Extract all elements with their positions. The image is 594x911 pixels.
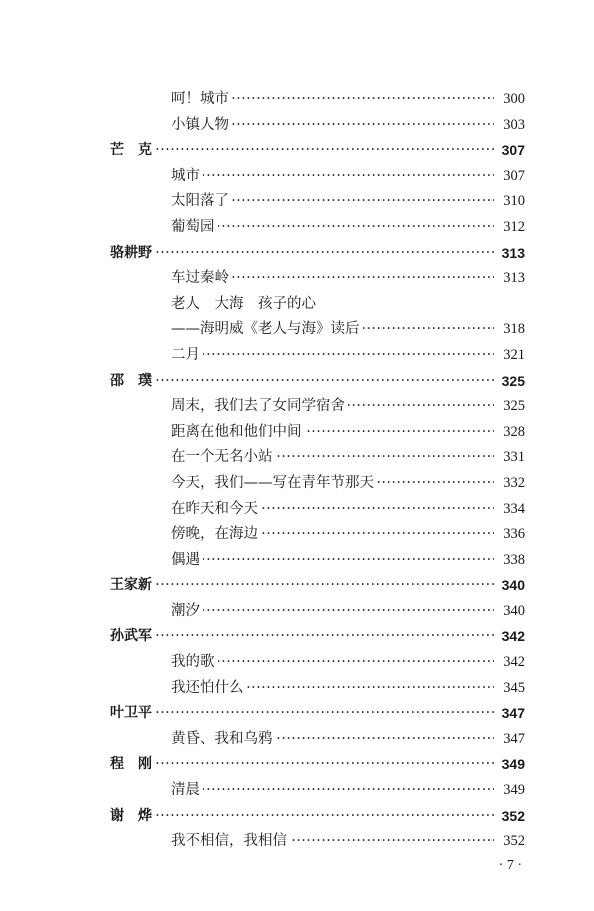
page-ref: 321 (494, 343, 525, 369)
work-title: 我还怕什么 (171, 676, 247, 702)
toc-work-entry[interactable] (0, 522, 594, 548)
toc-work-entry[interactable] (0, 292, 594, 318)
dot-leader (110, 573, 518, 599)
work-title: 在一个无名小站 (171, 445, 276, 471)
dot-leader (110, 624, 518, 650)
toc-work-entry[interactable] (0, 445, 594, 471)
page-ref: 332 (494, 471, 525, 497)
work-title: 周末，我们去了女同学宿舍 (171, 394, 348, 420)
page-ref: 345 (494, 676, 525, 702)
page-ref: 307 (494, 164, 525, 190)
work-title: 车过秦岭 (171, 266, 232, 292)
work-title: 在昨天和今天 (171, 497, 261, 523)
dot-leader (171, 215, 518, 241)
toc-work-entry[interactable] (0, 778, 594, 804)
page-ref: 342 (494, 650, 525, 676)
author-name: 叶卫平 (110, 701, 155, 727)
page-ref: 313 (494, 266, 525, 292)
page-ref: 331 (494, 445, 525, 471)
dot-leader (110, 138, 518, 164)
dot-leader (171, 650, 518, 676)
toc-author-entry[interactable] (0, 701, 594, 727)
page-ref: 325 (494, 369, 525, 395)
page-ref: 352 (494, 829, 525, 855)
toc-work-entry[interactable] (0, 829, 594, 855)
work-title: 清晨 (171, 778, 203, 804)
author-name: 邵 璞 (110, 369, 155, 395)
page-ref: 307 (494, 138, 525, 164)
page-ref: 312 (494, 215, 525, 241)
dot-leader (110, 752, 518, 778)
author-name: 孙武军 (110, 624, 155, 650)
work-title: ——海明威《老人与海》读后 (171, 317, 363, 343)
dot-leader (110, 241, 518, 267)
work-title: 我不相信，我相信 (171, 829, 290, 855)
page-ref: 349 (494, 778, 525, 804)
page-ref: 342 (494, 624, 525, 650)
page-ref: 310 (494, 189, 525, 215)
toc-author-entry[interactable] (0, 804, 594, 830)
toc-author-entry[interactable] (0, 138, 594, 164)
page-ref: 340 (494, 573, 525, 599)
dot-leader (110, 701, 518, 727)
dot-leader (171, 778, 518, 804)
author-name: 程 刚 (110, 752, 155, 778)
work-title: 呵！城市 (171, 87, 232, 113)
dot-leader (171, 343, 518, 369)
toc-author-entry[interactable] (0, 369, 594, 395)
work-title: 城市 (171, 164, 203, 190)
toc-work-entry[interactable] (0, 394, 594, 420)
work-title: 我的歌 (171, 650, 218, 676)
author-name: 谢 烨 (110, 804, 155, 830)
toc-work-entry[interactable] (0, 497, 594, 523)
toc-work-entry[interactable] (0, 215, 594, 241)
page-ref: 338 (494, 548, 525, 574)
page-ref: 347 (494, 701, 525, 727)
toc-work-entry[interactable] (0, 727, 594, 753)
toc-work-entry[interactable] (0, 676, 594, 702)
toc-work-entry[interactable] (0, 317, 594, 343)
page-ref: 303 (494, 113, 525, 139)
toc-author-entry[interactable] (0, 624, 594, 650)
dot-leader (110, 369, 518, 395)
toc-work-entry[interactable] (0, 113, 594, 139)
toc-work-entry[interactable] (0, 650, 594, 676)
page-ref: 336 (494, 522, 525, 548)
toc-author-entry[interactable] (0, 752, 594, 778)
dot-leader (110, 804, 518, 830)
page-ref: 334 (494, 497, 525, 523)
work-title: 黄昏、我和乌鸦 (171, 727, 276, 753)
page-ref: 352 (494, 804, 525, 830)
work-title: 偶遇 (171, 548, 203, 574)
work-title: 老人 大海 孩子的心 (171, 292, 319, 318)
toc-work-entry[interactable] (0, 420, 594, 446)
toc-work-entry[interactable] (0, 189, 594, 215)
toc-author-entry[interactable] (0, 241, 594, 267)
work-title: 二月 (171, 343, 203, 369)
author-name: 骆耕野 (110, 241, 155, 267)
table-of-contents (0, 87, 594, 855)
page-ref: 328 (494, 420, 525, 446)
toc-work-entry[interactable] (0, 548, 594, 574)
author-name: 芒 克 (110, 138, 155, 164)
work-title: 太阳落了 (171, 189, 232, 215)
page-ref: 325 (494, 394, 525, 420)
dot-leader (171, 599, 518, 625)
dot-leader (171, 548, 518, 574)
work-title: 潮汐 (171, 599, 203, 625)
toc-work-entry[interactable] (0, 266, 594, 292)
work-title: 小镇人物 (171, 113, 232, 139)
work-title: 距离在他和他们中间 (171, 420, 305, 446)
toc-work-entry[interactable] (0, 343, 594, 369)
page-ref: 349 (494, 752, 525, 778)
page-ref: 313 (494, 241, 525, 267)
page-number: · 7 · (498, 858, 522, 873)
work-title: 傍晚，在海边 (171, 522, 261, 548)
work-title: 今天，我们——写在青年节那天 (171, 471, 377, 497)
work-title: 葡萄园 (171, 215, 218, 241)
dot-leader (171, 164, 518, 190)
page-ref: 318 (494, 317, 525, 343)
page-ref: 347 (494, 727, 525, 753)
toc-work-entry[interactable] (0, 599, 594, 625)
page-ref: 340 (494, 599, 525, 625)
toc-work-entry[interactable] (0, 87, 594, 113)
page-ref: 300 (494, 87, 525, 113)
toc-author-entry[interactable] (0, 573, 594, 599)
toc-work-entry[interactable] (0, 164, 594, 190)
toc-work-entry[interactable] (0, 471, 594, 497)
author-name: 王家新 (110, 573, 155, 599)
